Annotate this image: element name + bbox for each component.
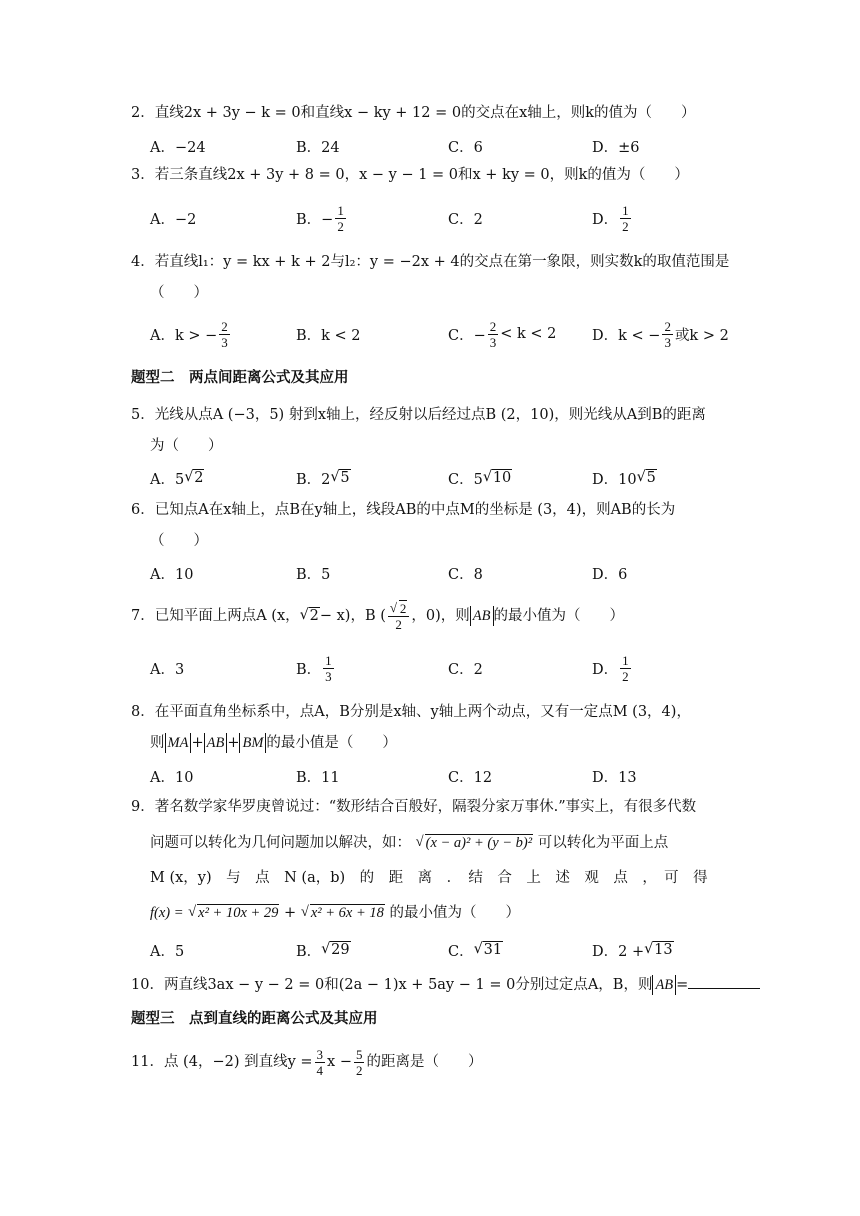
numerator: 1 xyxy=(622,202,629,218)
q9-stem-line2 xyxy=(150,833,668,853)
q8-options xyxy=(150,766,740,786)
q7-stem xyxy=(131,596,624,636)
q6-option-b: B．5 xyxy=(296,566,331,583)
q4-option-a xyxy=(150,314,232,354)
q9-option-a: A．5 xyxy=(150,943,185,960)
sqrt xyxy=(637,470,657,486)
q5-option-b xyxy=(296,468,351,488)
radicand: 13 xyxy=(654,942,673,958)
denominator: 2 xyxy=(395,616,402,632)
q2-options xyxy=(150,136,740,156)
q5-option-b-label: B．2 xyxy=(296,471,331,488)
q4-option-a-label: A．k > − xyxy=(150,327,218,344)
q6-option-c: C．8 xyxy=(448,566,483,583)
q7-option-d xyxy=(592,648,633,688)
q8-stem-line2-part2: 的最小值是（ ） xyxy=(266,735,397,751)
q3-option-a: A．−2 xyxy=(150,211,197,228)
sqrt xyxy=(416,833,533,853)
q7-option-d-fraction xyxy=(620,653,631,684)
q9-stem-line2-part2: 可以转化为平面上点 xyxy=(537,835,669,851)
q5-option-c-label: C．5 xyxy=(448,471,483,488)
numerator: 1 xyxy=(325,652,332,668)
q7-stem-part1: 7．已知平面上两点A (x， xyxy=(131,608,300,624)
numerator: 3 xyxy=(316,1046,324,1062)
radicand: x² + 10x + 29 xyxy=(198,905,279,921)
sqrt xyxy=(321,942,350,958)
q9-function: f(x) = xyxy=(150,905,184,921)
q11-fraction-2 xyxy=(354,1047,365,1078)
q7-option-c: C．2 xyxy=(448,661,483,678)
q7-stem-part4: 的最小值为（ ） xyxy=(493,608,624,624)
numerator: 1 xyxy=(337,202,344,218)
q8-option-a: A．10 xyxy=(150,769,194,786)
q9-stem-line4 xyxy=(150,903,520,923)
q7-options xyxy=(150,648,740,688)
q9-option-c xyxy=(448,940,503,960)
q3-option-b xyxy=(296,198,348,238)
sqrt xyxy=(301,903,385,923)
q3-option-d xyxy=(592,198,633,238)
q5-option-a-label: A．5 xyxy=(150,471,185,488)
denominator: 3 xyxy=(325,668,332,684)
q10-equals: = xyxy=(676,977,689,993)
q5-options xyxy=(150,468,740,488)
q2-option-a: A．−24 xyxy=(150,139,206,156)
q9-option-c-label: C． xyxy=(448,943,474,960)
q3-option-d-label: D． xyxy=(592,211,619,228)
sqrt xyxy=(330,470,350,486)
denominator: 2 xyxy=(622,668,629,684)
q7-stem-part3: ，0)，则 xyxy=(411,608,470,624)
q9-stem-line2-part1: 问题可以转化为几何问题加以解决，如： xyxy=(150,835,411,851)
plus-sign: + xyxy=(227,735,240,751)
q5-option-d xyxy=(592,468,657,488)
denominator: 3 xyxy=(489,334,497,350)
q9-option-b xyxy=(296,940,351,960)
q4-option-b: B．k < 2 xyxy=(296,327,361,344)
q9-option-d xyxy=(592,940,674,960)
radicand: 5 xyxy=(340,470,350,486)
q4-stem-line1: 4．若直线l₁：y = kx + k + 2与l₂：y = −2x + 4的交点在第一象限，则实数k的取值范围是 xyxy=(131,254,730,270)
q6-options xyxy=(150,563,740,583)
numerator xyxy=(388,601,410,617)
q8-stem-line2 xyxy=(150,733,397,753)
numerator: 1 xyxy=(622,652,629,668)
q10-stem xyxy=(131,974,760,995)
section-heading-3: 题型三 点到直线的距离公式及其应用 xyxy=(131,1011,378,1027)
q11-fraction-1 xyxy=(315,1047,326,1078)
q5-stem-line1: 5．光线从点A (−3，5) 射到x轴上，经反射以后经过点B (2，10)，则光线从A到B的距离 xyxy=(131,407,706,423)
q3-option-b-label: B．− xyxy=(296,211,334,228)
q2-option-b: B．24 xyxy=(296,139,340,156)
q4-option-d xyxy=(592,314,729,354)
q10-stem-part1: 10．两直线3ax − y − 2 = 0和(2a − 1)x + 5ay − 1 = 0分别过定点A，B，则 xyxy=(131,977,653,993)
q9-stem-line1: 9．著名数学家华罗庚曾说过：“数形结合百般好，隔裂分家万事休.”事实上，有很多代数 xyxy=(131,799,697,815)
q6-option-d: D．6 xyxy=(592,566,628,583)
q4-option-d-suffix: 或k > 2 xyxy=(674,327,729,344)
numerator: 2 xyxy=(489,318,497,334)
q3-option-c: C．2 xyxy=(448,211,483,228)
q5-option-a xyxy=(150,468,204,488)
numerator: 2 xyxy=(221,318,228,334)
q3-option-b-fraction xyxy=(335,203,346,234)
radicand: 2 xyxy=(399,600,407,616)
sqrt xyxy=(474,942,503,958)
q9-option-d-label: D．2 + xyxy=(592,943,645,960)
denominator: 3 xyxy=(221,334,228,350)
q11-stem-part2: x − xyxy=(327,1054,352,1070)
q4-option-d-label: D．k < − xyxy=(592,327,661,344)
q7-stem-abs: AB xyxy=(470,606,494,626)
section-heading-2: 题型二 两点间距离公式及其应用 xyxy=(131,370,349,386)
radicand: 31 xyxy=(483,942,503,958)
numerator: 2 xyxy=(664,318,671,334)
q4-stem-line2: （ ） xyxy=(150,285,208,301)
q9-stem-line3: M (x，y) 与 点 N (a，b) 的 距 离 ． 结 合 上 述 观 点 ， 可 得 xyxy=(150,870,708,886)
q5-stem-line2: 为（ ） xyxy=(150,438,223,454)
answer-blank[interactable] xyxy=(688,974,760,989)
radicand: 29 xyxy=(331,942,350,958)
denominator: 4 xyxy=(316,1062,324,1078)
q6-stem-line2: （ ） xyxy=(150,533,208,549)
q5-option-c xyxy=(448,468,512,488)
q7-option-d-label: D． xyxy=(592,661,619,678)
q4-option-d-fraction xyxy=(662,319,673,350)
q7-option-b-fraction xyxy=(323,653,334,684)
q7-option-b xyxy=(296,648,336,688)
sqrt xyxy=(644,942,673,958)
q11-stem-part3: 的距离是（ ） xyxy=(366,1054,483,1070)
denominator: 2 xyxy=(337,218,344,234)
q7-option-b-label: B． xyxy=(296,661,322,678)
q4-option-c-fraction xyxy=(488,319,499,350)
q2-stem: 2．直线2x + 3y − k = 0和直线x − ky + 12 = 0的交点在x轴上，则k的值为（ ） xyxy=(131,105,696,121)
q4-option-c xyxy=(448,314,556,354)
q5-option-d-label: D．10 xyxy=(592,471,637,488)
q8-abs-ma: MA xyxy=(165,733,192,753)
radicand: x² + 6x + 18 xyxy=(310,905,384,921)
q2-option-d: D．±6 xyxy=(592,139,640,156)
plus-sign: + xyxy=(284,905,297,921)
sqrt xyxy=(483,470,512,486)
sqrt xyxy=(390,601,408,616)
radicand: 5 xyxy=(646,470,656,486)
sqrt xyxy=(184,470,204,486)
radicand: (x − a)² + (y − b)² xyxy=(425,835,533,851)
q8-abs-bm: BM xyxy=(239,733,266,753)
radicand: 2 xyxy=(309,608,319,624)
q7-stem-fraction xyxy=(388,601,410,632)
denominator: 2 xyxy=(355,1062,363,1078)
q2-option-c: C．6 xyxy=(448,139,483,156)
plus-sign: + xyxy=(191,735,204,751)
q8-option-c: C．12 xyxy=(448,769,493,786)
q8-option-d: D．13 xyxy=(592,769,637,786)
q7-stem-part2: − x)，B ( xyxy=(319,608,386,624)
q8-option-b: B．11 xyxy=(296,769,340,786)
q8-stem-line2-part1: 则 xyxy=(150,735,165,751)
sqrt xyxy=(300,606,320,626)
q9-options xyxy=(150,940,740,960)
q3-stem: 3．若三条直线2x + 3y + 8 = 0，x − y − 1 = 0和x + ky = 0，则k的值为（ ） xyxy=(131,167,689,183)
sqrt xyxy=(188,903,279,923)
q4-options xyxy=(150,314,740,354)
q4-option-c-label: C．− xyxy=(448,327,486,344)
radicand: 10 xyxy=(492,470,512,486)
denominator: 2 xyxy=(622,218,629,234)
numerator: 5 xyxy=(355,1046,363,1062)
q9-stem-line4-part2: 的最小值为（ ） xyxy=(389,905,520,921)
q3-options xyxy=(150,198,740,238)
q6-stem-line1: 6．已知点A在x轴上，点B在y轴上，线段AB的中点M的坐标是 (3，4)，则AB的长为 xyxy=(131,502,676,518)
q11-stem-part1: 11．点 (4，−2) 到直线y = xyxy=(131,1054,313,1070)
q8-stem-line1: 8．在平面直角坐标系中，点A，B分别是x轴、y轴上两个动点，又有一定点M (3，4)， xyxy=(131,704,691,720)
q6-option-a: A．10 xyxy=(150,566,194,583)
q8-abs-ab: AB xyxy=(204,733,228,753)
radicand: 2 xyxy=(194,470,204,486)
q11-stem xyxy=(131,1042,482,1082)
q7-option-a: A．3 xyxy=(150,661,185,678)
q10-abs-ab: AB xyxy=(652,975,676,995)
q9-option-b-label: B． xyxy=(296,943,322,960)
q4-option-c-suffix: < k < 2 xyxy=(500,326,557,342)
q4-option-a-fraction xyxy=(219,319,230,350)
q3-option-d-fraction xyxy=(620,203,631,234)
denominator: 3 xyxy=(664,334,671,350)
